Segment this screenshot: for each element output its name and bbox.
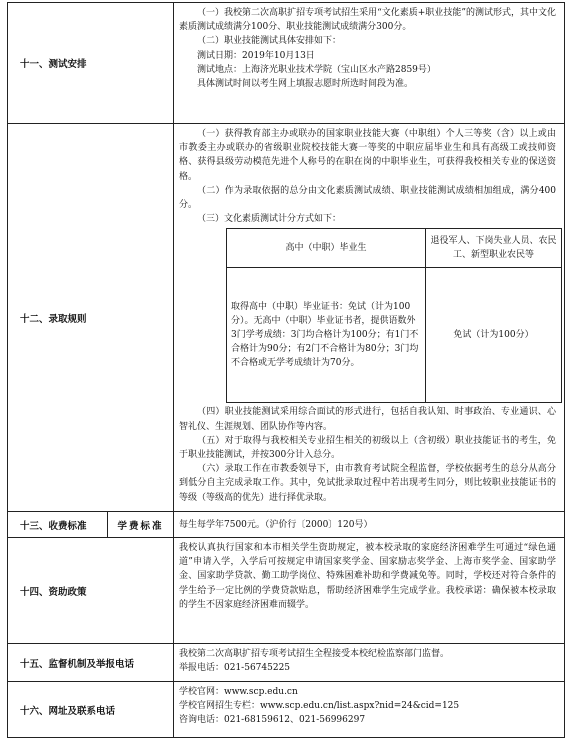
section-label: 十六、网址及联系电话 [8, 682, 174, 737]
paragraph: （六）录取工作在市教委领导下，由市教育考试院全程监督，学校依据考生的总分从高分到低分自主完成录取工作。其中，免试批录取过程中若出现考生同分，则比较职业技能证书的等级（等级高的优先）进行择优录取。 [179, 464, 556, 503]
section-content [174, 3, 564, 123]
section-test-arrangement [8, 3, 564, 124]
section-content [174, 512, 564, 537]
section-label: 十四、资助政策 [8, 538, 174, 643]
section-fees [8, 512, 564, 538]
paragraph: （一）获得教育部主办或联办的国家职业技能大赛（中职组）个人三等奖（含）以上或由市教委主办或联办的省级职业院校技能大赛一等奖的中职应届毕业生和具有高级工或技师资格、获得县级劳动模范先进个人称号的在职在岗的中职毕业生，可获得我校相关专业的保送资格。 [179, 129, 556, 182]
table-header: 高中（中职）毕业生 [227, 229, 426, 268]
section-content [174, 124, 564, 511]
fee-sub-label: 学费标准 [108, 512, 174, 537]
section-content [174, 682, 564, 737]
website-link[interactable]: 学校官网：www.scp.edu.cn [179, 687, 298, 697]
section-contact [8, 682, 564, 737]
section-content [174, 644, 564, 681]
admissions-column-link[interactable]: 学校官网招生专栏：www.scp.edu.cn/list.aspx?nid=24&cid=125 [179, 701, 460, 712]
section-label: 十三、收费标准 [8, 512, 108, 537]
section-admission-rules [8, 124, 564, 512]
paragraph: 每生每学年7500元。（沪价行〔2000〕120号） [179, 519, 373, 530]
consult-phone: 咨询电话：021-68159612、021-56996297 [179, 715, 366, 726]
admissions-document [7, 2, 565, 738]
paragraph: 我校第二次高职扩招专项考试招生全程接受本校纪检监察部门监督。 [179, 649, 450, 659]
paragraph: 具体测试时间以考生网上填报志愿时所选时间段为准。 [197, 79, 414, 90]
paragraph: 测试地点：上海济光职业技术学院（宝山区水产路2859号） [197, 64, 436, 75]
paragraph: 我校认真执行国家和本市相关学生资助规定，被本校录取的家庭经济困难学生可通过“绿色通道”申请入学，入学后可按规定申请国家奖学金、国家励志奖学金、上海市奖学金、国家助学金、国家助学贷款、勤工助学岗位、特殊困难补助和学费减免等。同时，学校还对符合条件的学生给予一定比例的学费贷款贴息，帮助经济困难学生完成学业。我校承诺：确保被本校录取的学生不因家庭经济困难而辍学。 [179, 543, 556, 610]
section-label: 十五、监督机制及举报电话 [8, 644, 174, 681]
section-supervision [8, 644, 564, 682]
section-label: 十二、录取规则 [8, 124, 174, 511]
paragraph: （一）我校第二次高职扩招专项考试招生采用“文化素质+职业技能”的测试形式，其中文化素质测试成绩满分100分、职业技能测试成绩满分300分。 [179, 8, 556, 33]
section-content [174, 538, 564, 643]
paragraph: （四）职业技能测试采用综合面试的形式进行，包括自我认知、时事政治、专业通识、心智礼仪、生涯规划、团队协作等内容。 [179, 407, 556, 432]
paragraph: （五）对于取得与我校相关专业招生相关的初级以上（含初级）职业技能证书的考生，免于职业技能测试，并按300分计入总分。 [179, 435, 556, 461]
section-financial-aid [8, 538, 564, 644]
paragraph: 测试日期：2019年10月13日 [197, 50, 315, 61]
scoring-table [226, 228, 562, 403]
table-header: 退役军人、下岗失业人员、农民工、新型职业农民等 [426, 229, 562, 268]
paragraph: （二）作为录取依据的总分由文化素质测试成绩、职业技能测试成绩相加组成，满分400分。 [179, 185, 556, 211]
table-cell: 免试（计为100分） [426, 268, 562, 403]
paragraph: （二）职业技能测试具体安排如下： [197, 36, 342, 47]
table-cell: 取得高中（中职）毕业证书：免试（计为100分）。无高中（中职）毕业证书者，提供语数外3门学考成绩：3门均合格计为100分；有1门不合格计为90分；有2门不合格计为80分；3门均不合格或无学考成绩计为70分。 [227, 268, 426, 403]
paragraph: （三）文化素质测试计分方式如下： [197, 214, 342, 225]
section-label: 十一、测试安排 [8, 3, 174, 123]
report-phone: 举报电话：021-56745225 [179, 663, 291, 674]
